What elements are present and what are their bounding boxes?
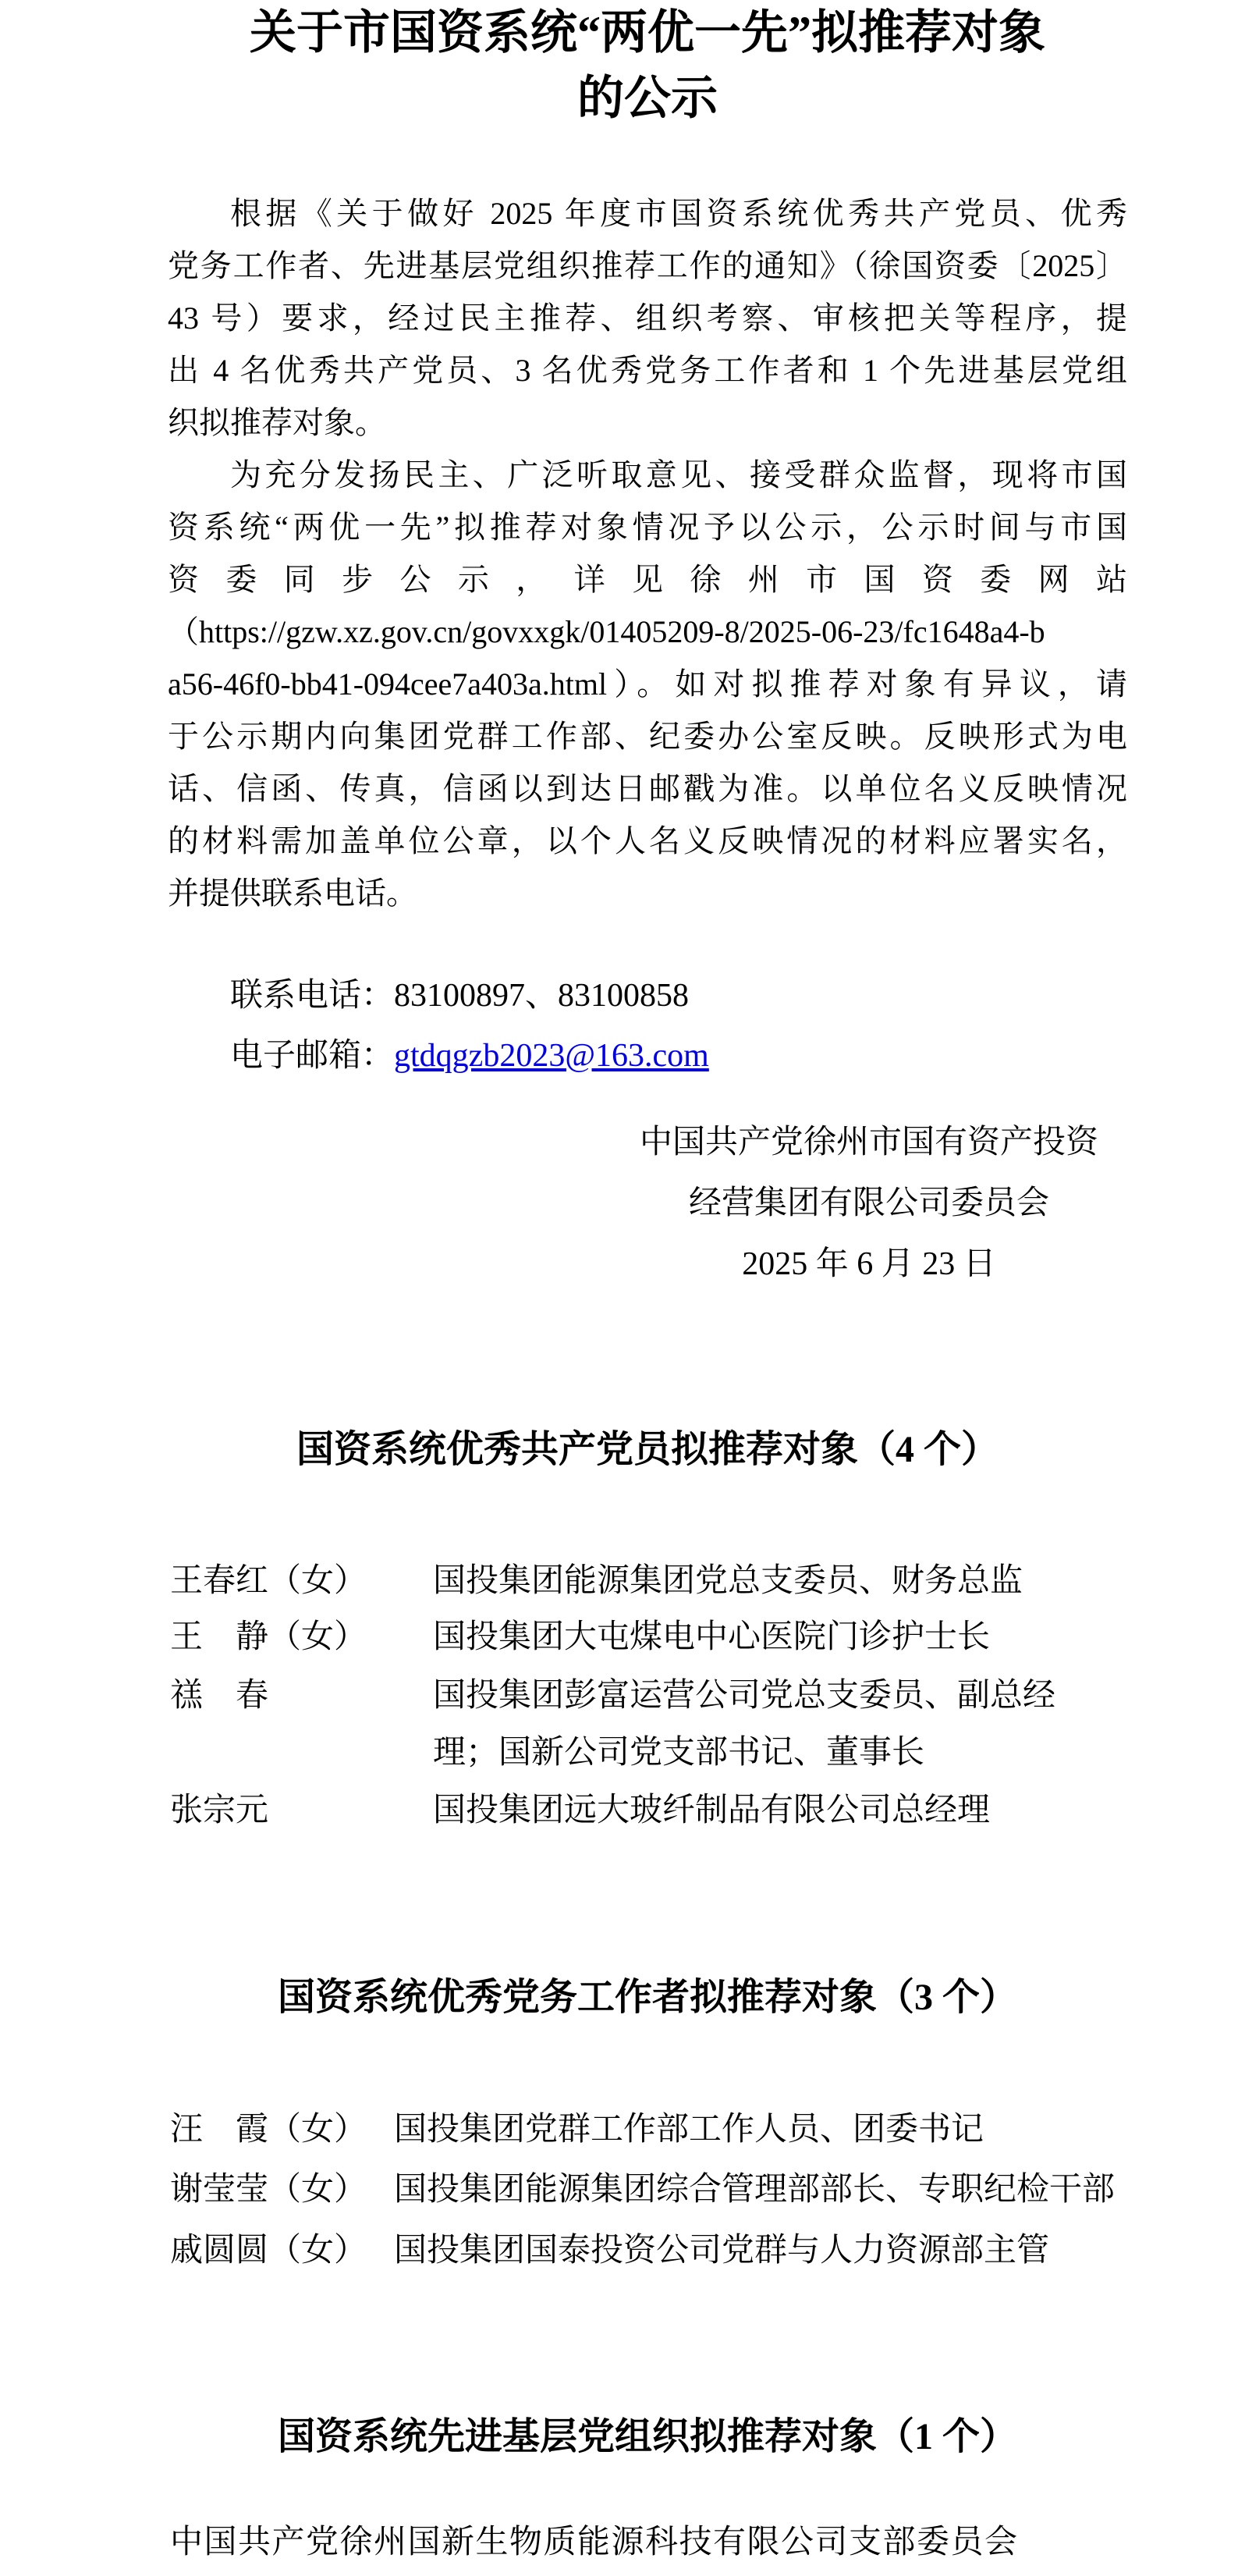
row-desc [394,2109,1127,2150]
paragraph-line: 资系统“两优一先”拟推荐对象情况予以公示，公示时间与市国 [168,510,1127,545]
contact-email-label: 电子邮箱： [230,1038,395,1074]
row-desc-line: 国投集团彭富运营公司党总支委员、副总经 [433,1678,1056,1714]
paragraph-line: 出 4 名优秀共产党员、3 名优秀党务工作者和 1 个先进基层党组 [168,353,1127,388]
document-title-line-1: 关于市国资系统“两优一先”拟推荐对象 [250,7,1045,59]
row-desc-line: 国投集团党群工作部工作人员、团委书记 [394,2112,984,2148]
document-title [168,0,1127,131]
row-desc-line: 理；国新公司党支部书记、董事长 [433,1735,925,1771]
paragraph-line: 于公示期内向集团党群工作部、纪委办公室反映。反映形式为电 [168,719,1127,754]
row-name: 谢莹莹（女） [170,2172,367,2208]
paragraph-line: 话、信函、传真，信函以到达日邮戳为准。以单位名义反映情况 [168,771,1127,806]
worker-row [168,2109,1127,2150]
paragraph-line-stretched: 资委同步公示，详见徐州市国资委网站 [168,562,1127,597]
member-row [168,1561,1127,1601]
row-name: 张宗元 [170,1793,269,1828]
row-desc [433,1617,1127,1658]
paragraph-line: 为充分发扬民主、广泛听取意见、接受群众监督，现将市国 [230,457,1127,492]
paragraph-line: 根据《关于做好 2025 年度市国资系统优秀共产党员、优秀 [230,196,1127,231]
paragraph-line: 党务工作者、先进基层党组织推荐工作的通知》（徐国资委〔2025〕 [168,248,1127,283]
row-desc [433,1675,1127,1773]
recommended-organization-name: 中国共产党徐州国新生物质能源科技有限公司支部委员会 [170,2524,1019,2560]
row-desc [394,2169,1127,2210]
member-row [168,1675,1127,1773]
contact-email-line [230,1036,709,1076]
row-name: 汪 霞（女） [170,2112,367,2148]
row-desc-line: 国投集团远大玻纤制品有限公司总经理 [433,1793,991,1828]
row-name: 王春红（女） [170,1563,367,1599]
paragraph-line: 织拟推荐对象。 [168,405,386,440]
section-heading-outstanding-party-workers: 国资系统优秀党务工作者拟推荐对象（3 个） [277,1977,1017,2018]
paragraph-line-url: （https://gzw.xz.gov.cn/govxxgk/01405209-8/2025-06-23/fc1648a4-b [168,614,1045,649]
signature-block [629,1112,1109,1295]
member-row [168,1790,1127,1831]
signature-org-line-2: 经营集团有限公司委员会 [688,1185,1049,1221]
row-desc [433,1790,1127,1831]
paragraph-notice-basis [168,187,1127,449]
row-name: 禚 春 [170,1678,269,1714]
paragraph-publicity-notice [168,449,1127,919]
contact-phone-line: 联系电话：83100897、83100858 [230,978,690,1014]
worker-row [168,2230,1127,2271]
section-heading-outstanding-party-members: 国资系统优秀共产党员拟推荐对象（4 个） [296,1429,999,1470]
signature-date: 2025 年 6 月 23 日 [742,1246,996,1282]
document-content [168,0,1127,2576]
document-title-line-2: 的公示 [577,73,718,124]
row-desc [433,1561,1127,1601]
paragraph-line: 的材料需加盖单位公章，以个人名义反映情况的材料应署实名， [168,823,1127,858]
row-desc-line: 国投集团能源集团党总支委员、财务总监 [433,1563,1023,1599]
paragraph-line: 43 号）要求，经过民主推荐、组织考察、审核把关等程序，提 [168,300,1127,336]
row-desc-line: 国投集团大屯煤电中心医院门诊护士长 [433,1619,991,1655]
member-row [168,1617,1127,1658]
section-heading-advanced-party-organizations: 国资系统先进基层党组织拟推荐对象（1 个） [277,2416,1017,2457]
paragraph-line: 并提供联系电话。 [168,876,417,911]
signature-org-line-1: 中国共产党徐州市国有资产投资 [639,1125,1098,1160]
row-name: 王 静（女） [170,1619,367,1655]
row-name: 戚圆圆（女） [170,2233,367,2269]
worker-row [168,2169,1127,2210]
email-link[interactable]: gtdqgzb2023@163.com [394,1038,709,1074]
row-desc-line: 国投集团国泰投资公司党群与人力资源部主管 [394,2233,1050,2269]
paragraph-line-url: a56-46f0-bb41-094cee7a403a.html）。如对拟推荐对象有异议，请 [168,666,1127,702]
row-desc [394,2230,1127,2271]
row-desc-line: 国投集团能源集团综合管理部部长、专职纪检干部 [394,2172,1116,2208]
